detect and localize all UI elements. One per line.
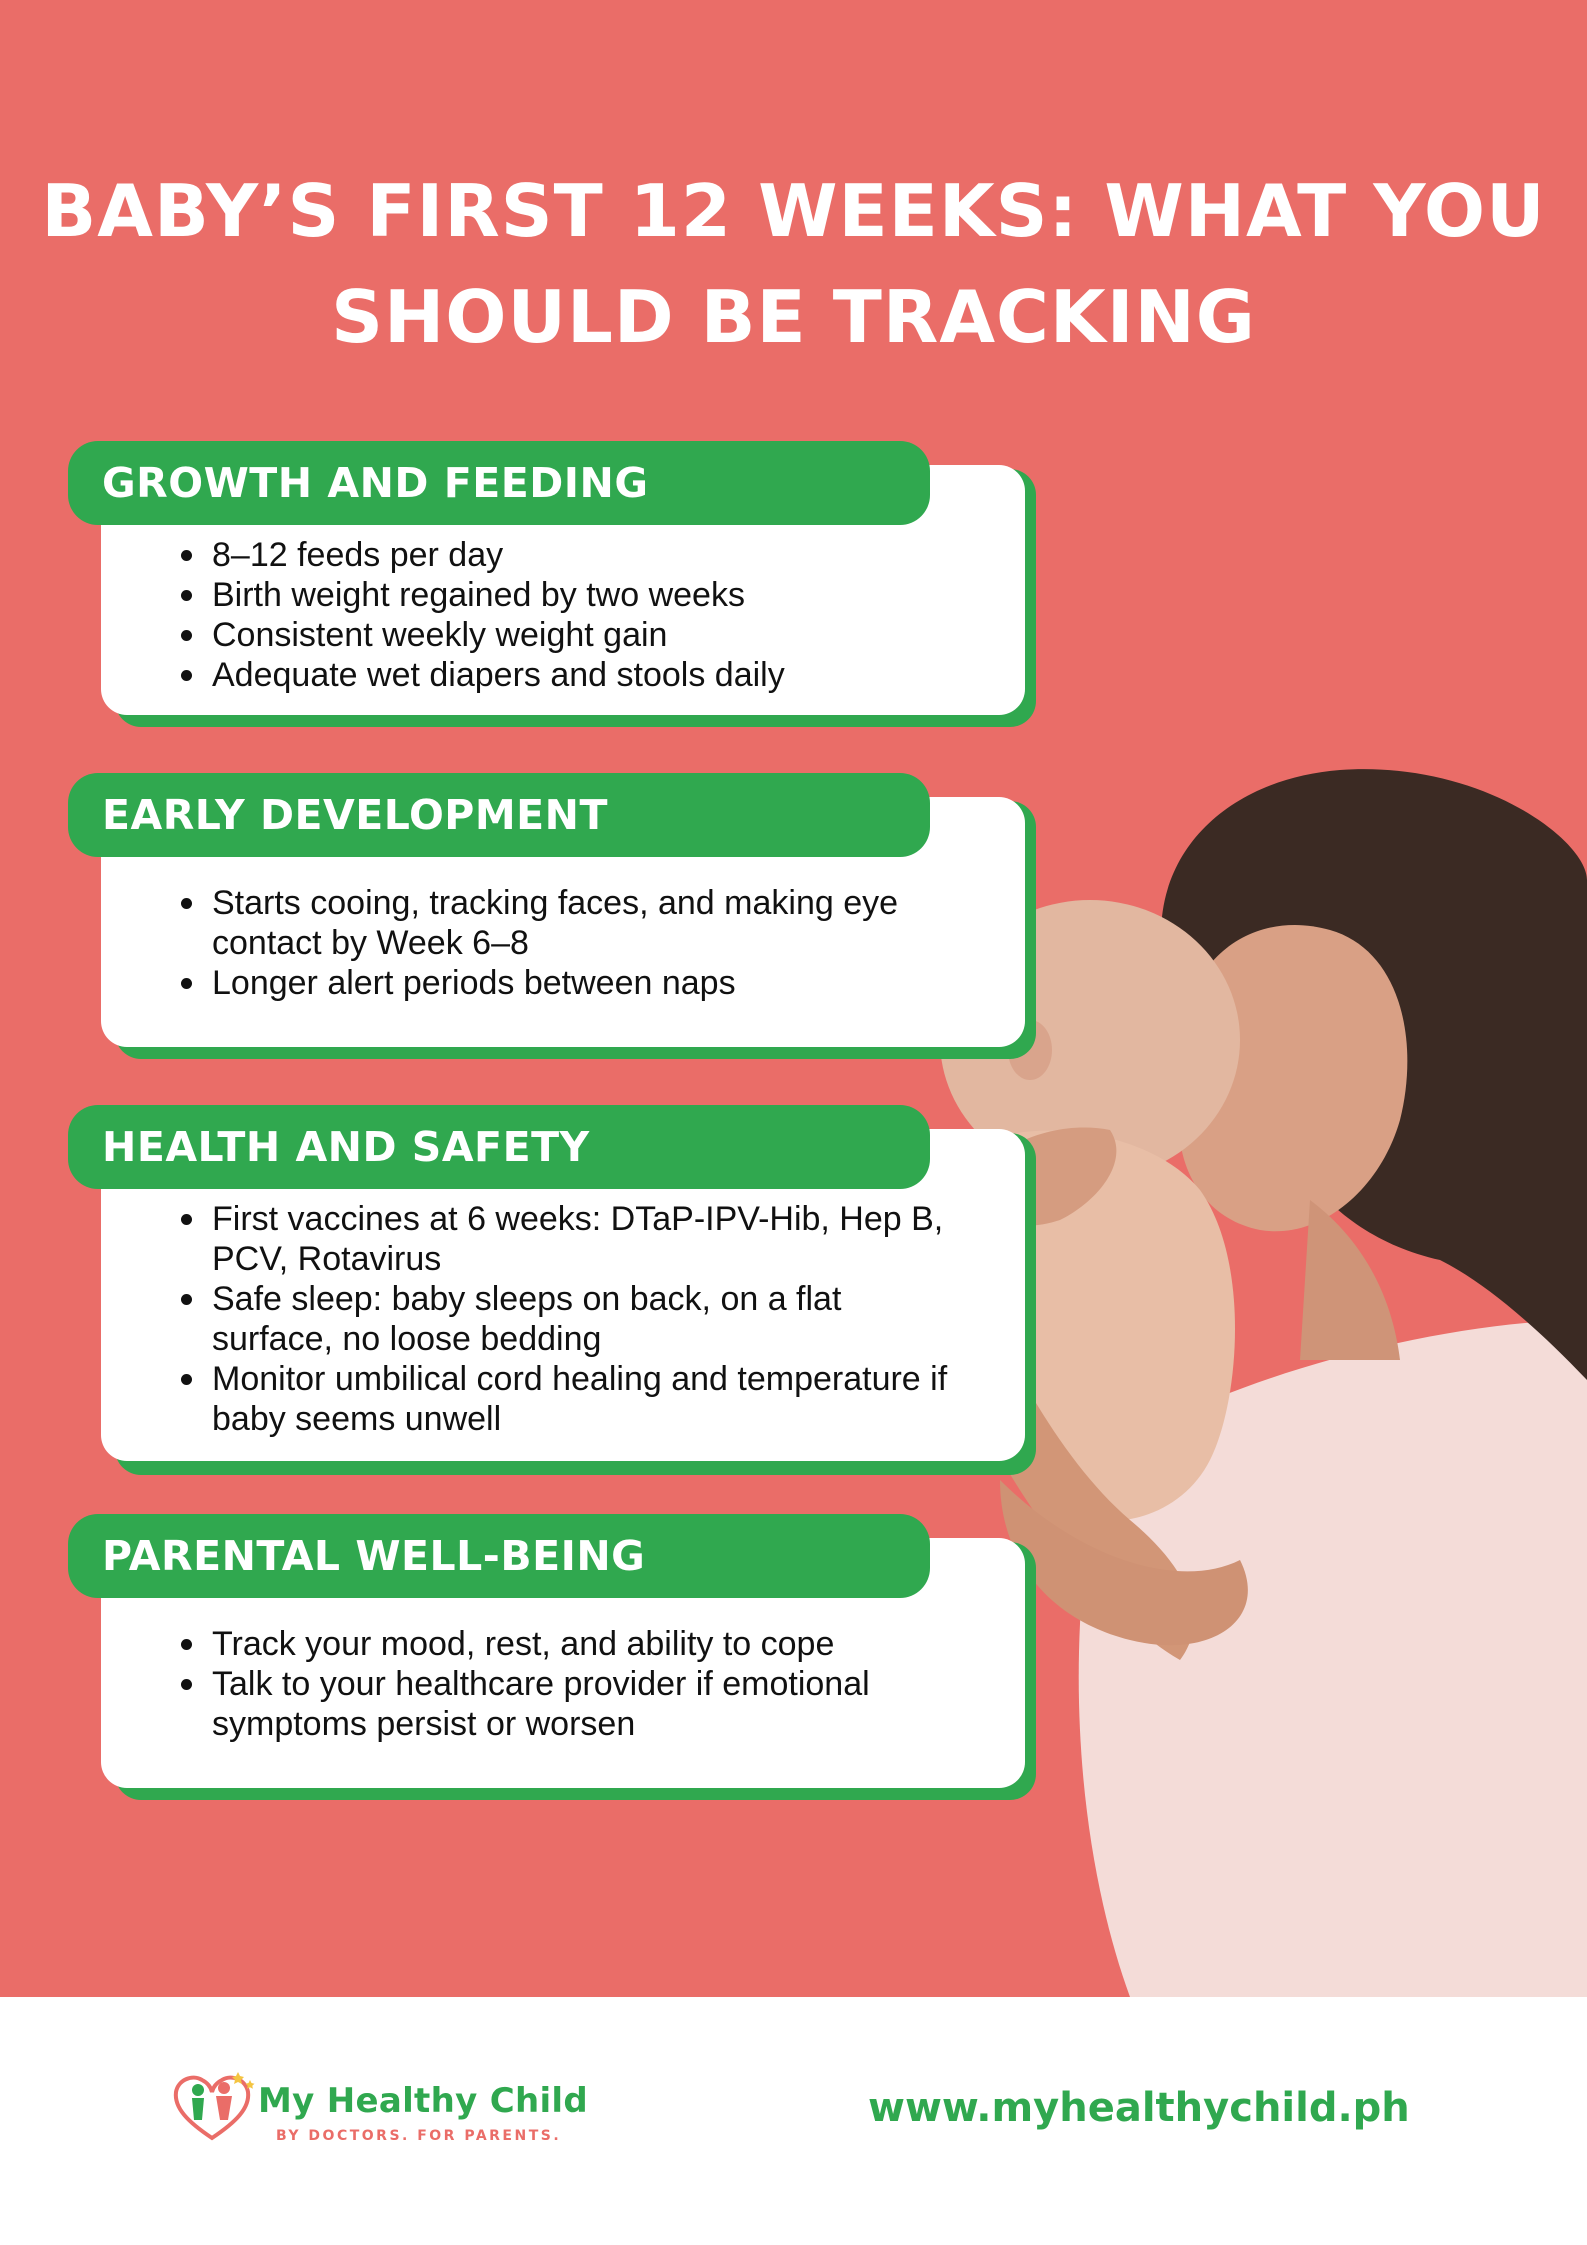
section-heading: HEALTH AND SAFETY bbox=[68, 1105, 930, 1189]
list-item: 8–12 feeds per day bbox=[0, 535, 960, 575]
list-item: Longer alert periods between naps bbox=[0, 963, 960, 1003]
section-health-and-safety bbox=[0, 1105, 1100, 1475]
page-title-line-1: BABY’S FIRST 12 WEEKS: WHAT YOU bbox=[41, 169, 1546, 253]
page-title bbox=[0, 158, 1587, 370]
bullet-list bbox=[0, 535, 960, 695]
section-heading: GROWTH AND FEEDING bbox=[68, 441, 930, 525]
section-heading: EARLY DEVELOPMENT bbox=[68, 773, 930, 857]
section-growth-and-feeding bbox=[0, 441, 1100, 731]
list-item: Starts cooing, tracking faces, and making eye contact by Week 6–8 bbox=[0, 883, 960, 963]
list-item: Track your mood, rest, and ability to cope bbox=[0, 1624, 960, 1664]
list-item: Birth weight regained by two weeks bbox=[0, 575, 960, 615]
section-parental-well-being bbox=[0, 1514, 1100, 1804]
page-title-line-2: SHOULD BE TRACKING bbox=[331, 275, 1256, 359]
bullet-list bbox=[0, 883, 960, 1003]
list-item: Safe sleep: baby sleeps on back, on a flat surface, no loose bedding bbox=[0, 1279, 960, 1359]
list-item: First vaccines at 6 weeks: DTaP-IPV-Hib, Hep B, PCV, Rotavirus bbox=[0, 1199, 960, 1279]
list-item: Adequate wet diapers and stools daily bbox=[0, 655, 960, 695]
bullet-list bbox=[0, 1199, 960, 1439]
brand-tagline: BY DOCTORS. FOR PARENTS. bbox=[276, 2128, 562, 2144]
brand-name[interactable]: My Healthy Child bbox=[258, 2081, 589, 2121]
list-item: Talk to your healthcare provider if emotional symptoms persist or worsen bbox=[0, 1664, 960, 1744]
bullet-list bbox=[0, 1624, 960, 1744]
section-early-development bbox=[0, 773, 1100, 1063]
list-item: Monitor umbilical cord healing and temperature if baby seems unwell bbox=[0, 1359, 960, 1439]
section-heading: PARENTAL WELL-BEING bbox=[68, 1514, 930, 1598]
list-item: Consistent weekly weight gain bbox=[0, 615, 960, 655]
website-link[interactable]: www.myhealthychild.ph bbox=[868, 2085, 1410, 2131]
